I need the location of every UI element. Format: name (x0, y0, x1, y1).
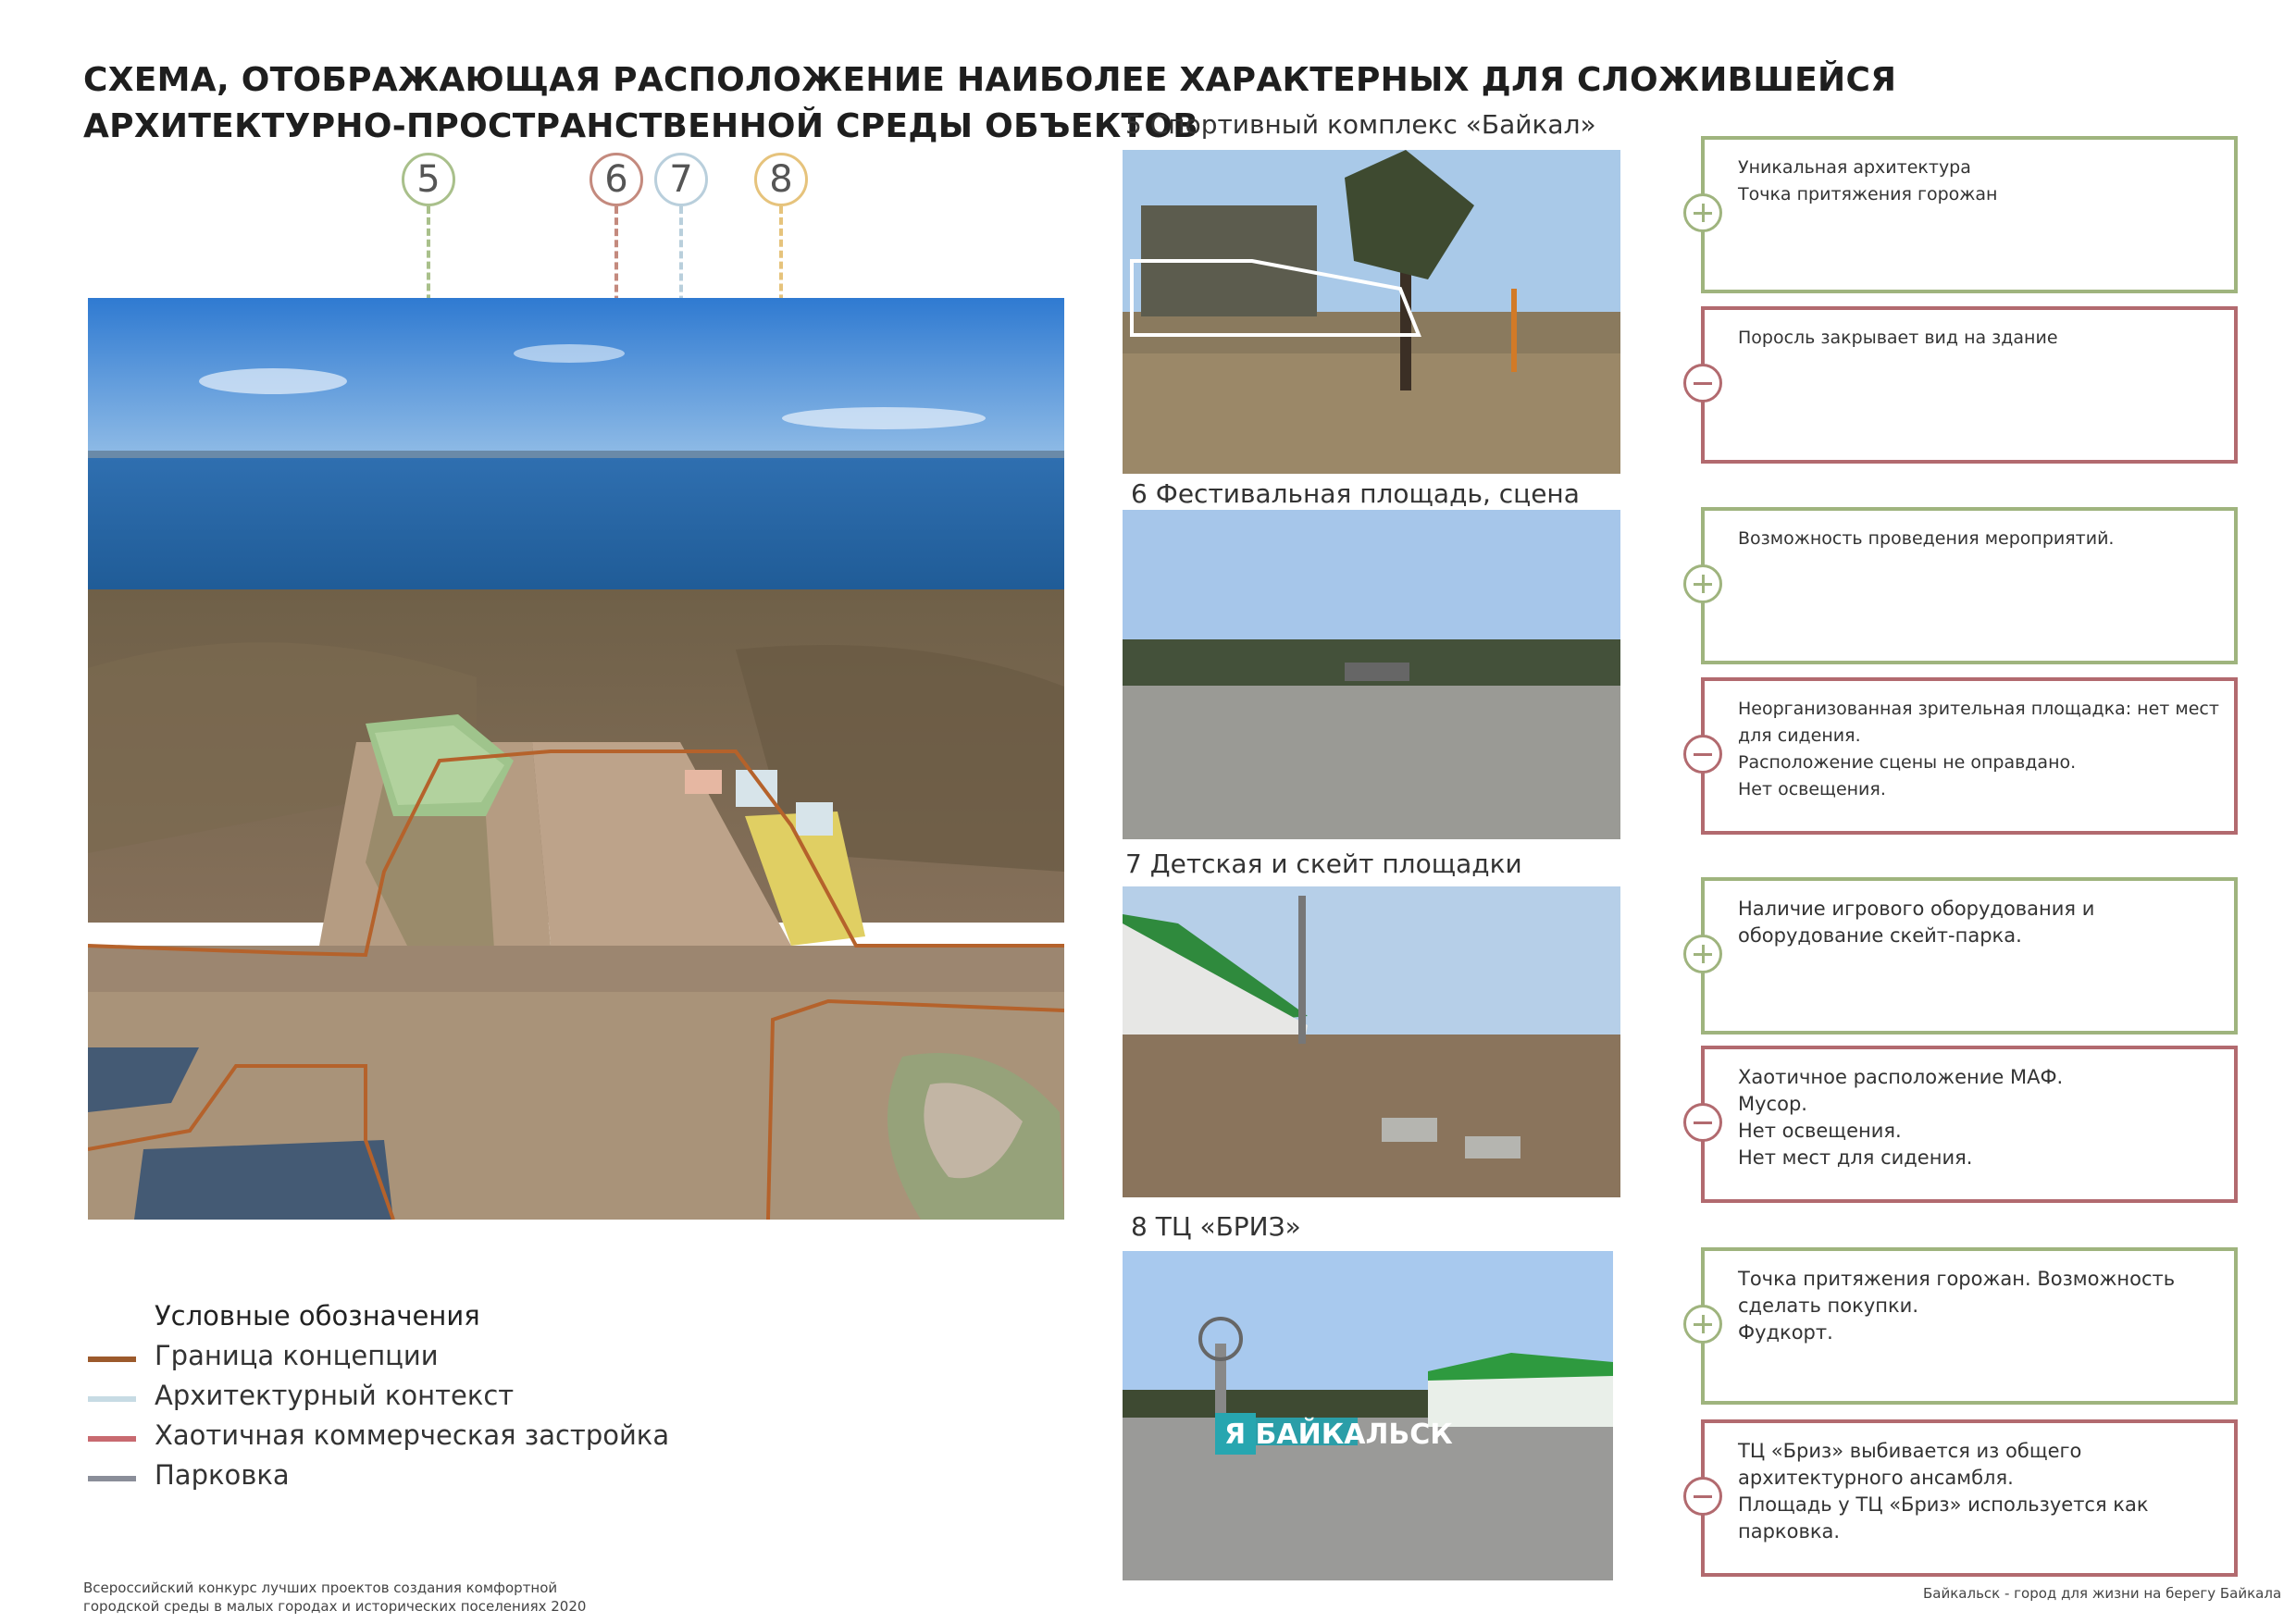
site-6-label: 6 Фестивальная площадь, сцена (1131, 478, 1580, 509)
footer-left-line-2: городской среды в малых городах и исторических поселениях 2020 (83, 1598, 587, 1615)
site-7-con-4: Нет мест для сидения. (1738, 1146, 1973, 1169)
site-6-con-1: Неорганизованная зрительная площадка: нет мест для сидения. (1738, 699, 2219, 746)
site-8-pro-2: Фудкорт. (1738, 1321, 1833, 1344)
site-7-cons-box (1701, 1046, 2238, 1203)
minus-icon (1683, 1477, 1722, 1516)
page-title-line-1: СХЕМА, ОТОБРАЖАЮЩАЯ РАСПОЛОЖЕНИЕ НАИБОЛЕЕ ХАРАКТЕРНЫХ ДЛЯ СЛОЖИВШЕЙСЯ (83, 61, 1897, 99)
site-7-con-2: Мусор. (1738, 1093, 1807, 1115)
site-5-pros-box (1701, 136, 2238, 293)
site-7-con-3: Нет освещения. (1738, 1120, 1902, 1142)
legend-swatch (88, 1396, 136, 1402)
footer-right: Байкальск - город для жизни на берегу Байкала (1923, 1585, 2282, 1602)
plus-icon (1683, 193, 1722, 232)
plus-icon (1683, 1305, 1722, 1344)
sign-text: Я БАЙКАЛЬСК (1224, 1419, 1453, 1451)
site-8-pro-1: Точка притяжения горожан. Возможность сделать покупки. (1738, 1268, 2176, 1317)
site-6-pros-box (1701, 507, 2238, 664)
site-5-photo (1123, 150, 1620, 474)
site-8-con-1: ТЦ «Бриз» выбивается из общего архитектурного ансамбля. (1738, 1440, 2082, 1489)
plus-icon (1683, 935, 1722, 973)
marker-7 (654, 153, 708, 206)
site-5-pro-1: Уникальная архитектура (1738, 157, 1971, 178)
site-6-photo (1123, 510, 1620, 839)
site-6-con-3: Нет освещения. (1738, 779, 1886, 799)
site-5-con-1: Поросль закрывает вид на здание (1738, 328, 2058, 348)
site-7-pro-1: Наличие игрового оборудования и оборудование скейт-парка. (1738, 898, 2095, 947)
legend-label: Архитектурный контекст (155, 1380, 515, 1411)
site-7-con-1: Хаотичное расположение МАФ. (1738, 1066, 2064, 1088)
site-8-pros-box (1701, 1247, 2238, 1405)
legend-label: Парковка (155, 1459, 290, 1491)
legend-swatch (88, 1476, 136, 1481)
minus-icon (1683, 364, 1722, 403)
marker-6 (590, 153, 643, 206)
minus-icon (1683, 1103, 1722, 1142)
legend-label: Хаотичная коммерческая застройка (155, 1419, 670, 1451)
site-8-label: 8 ТЦ «БРИЗ» (1131, 1211, 1301, 1242)
site-8-cons-box (1701, 1419, 2238, 1577)
legend-swatch (88, 1436, 136, 1442)
site-7-photo (1123, 886, 1620, 1197)
page-title-line-2: АРХИТЕКТУРНО-ПРОСТРАНСТВЕННОЙ СРЕДЫ ОБЪЕКТОВ (83, 107, 1199, 145)
marker-6-number: 6 (604, 158, 628, 201)
legend-swatch (88, 1357, 136, 1362)
plus-icon (1683, 564, 1722, 603)
footer-left-line-1: Всероссийский конкурс лучших проектов создания комфортной (83, 1580, 558, 1596)
aerial-photo (88, 298, 1064, 1220)
legend-title: Условные обозначения (155, 1300, 480, 1332)
site-8-photo (1123, 1251, 1613, 1580)
site-6-pro-1: Возможность проведения мероприятий. (1738, 528, 2115, 549)
site-8-con-2: Площадь у ТЦ «Бриз» используется как парковка. (1738, 1493, 2149, 1542)
site-6-cons-box (1701, 677, 2238, 835)
marker-7-number: 7 (669, 158, 693, 201)
site-5-label: 5 Спортивный комплекс «Байкал» (1125, 109, 1596, 140)
marker-8-number: 8 (769, 158, 793, 201)
site-6-con-2: Расположение сцены не оправдано. (1738, 752, 2077, 773)
site-5-pro-2: Точка притяжения горожан (1738, 184, 1998, 204)
site-7-pros-box (1701, 877, 2238, 1035)
marker-5-number: 5 (416, 158, 441, 201)
site-5-cons-box (1701, 306, 2238, 464)
marker-5 (402, 153, 455, 206)
legend-label: Граница концепции (155, 1340, 439, 1371)
footer-left (83, 1579, 586, 1616)
site-7-label: 7 Детская и скейт площадки (1125, 849, 1522, 879)
marker-8 (754, 153, 808, 206)
page-title (83, 57, 1896, 150)
minus-icon (1683, 735, 1722, 774)
